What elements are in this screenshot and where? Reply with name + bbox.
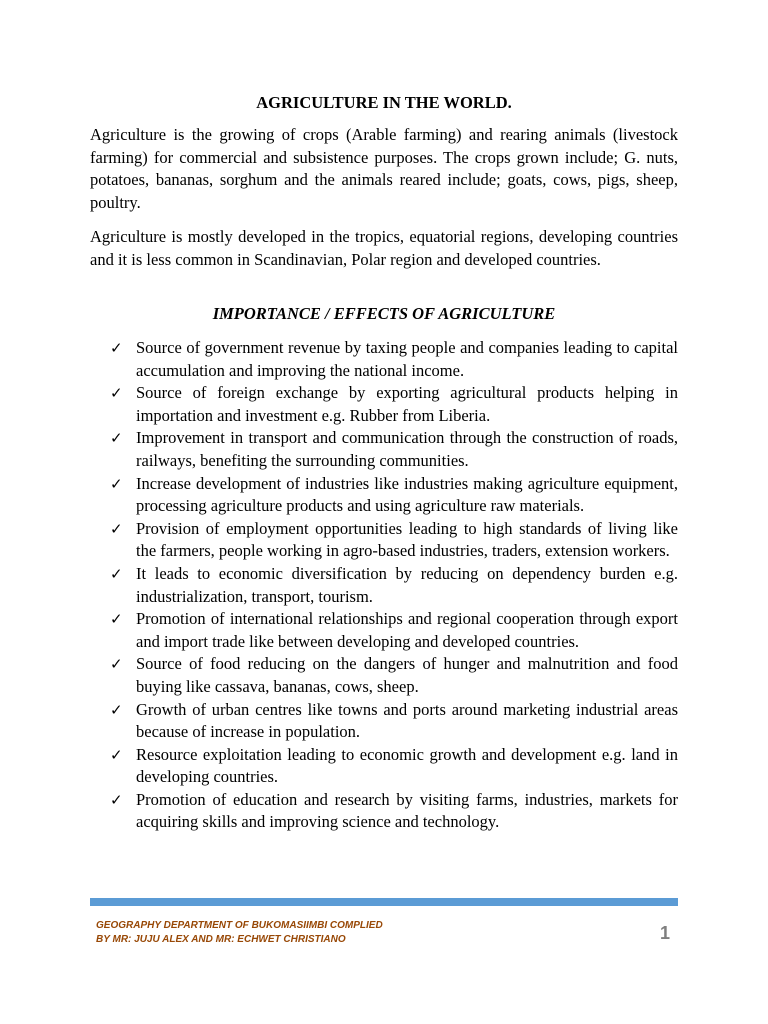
list-item [90,337,678,382]
list-item [90,427,678,472]
checkmark-icon: ✓ [110,610,123,629]
list-item-text: Resource exploitation leading to economic growth and development e.g. land in developing countries. [136,744,678,787]
list-item-text: Source of food reducing on the dangers of hunger and malnutrition and food buying like cassava, bananas, cows, sheep. [136,654,678,696]
list-item-text: Source of foreign exchange by exporting agricultural products helping in importation and investment e.g. Rubber from Liberia. [136,383,678,425]
checkmark-icon: ✓ [110,429,123,448]
importance-list [90,337,678,834]
list-item-text: Promotion of international relationships and regional cooperation through export and import trade like between developing and developed countries. [136,609,678,651]
checkmark-icon: ✓ [110,564,123,583]
list-item-text: Source of government revenue by taxing people and companies leading to capital accumulation and improving the national income. [136,338,678,380]
checkmark-icon: ✓ [110,474,123,493]
list-item [90,744,678,789]
list-item-text: Provision of employment opportunities leading to high standards of living like the farmers, people working in agro-based industries, traders, extension workers. [136,518,678,561]
page-number: 1 [659,923,670,943]
distribution-paragraph: Agriculture is mostly developed in the tropics, equatorial regions, developing countries and it is less common in Scandinavian, Polar region and developed countries. [90,227,678,269]
list-item-text: It leads to economic diversification by reducing on dependency burden e.g. industrialization, transport, tourism. [136,563,678,606]
list-item [90,699,678,744]
page-title: AGRICULTURE IN THE WORLD. [256,93,512,112]
list-item [90,563,678,608]
section-heading: IMPORTANCE / EFFECTS OF AGRICULTURE [212,304,556,323]
checkmark-icon: ✓ [110,519,123,538]
list-item-text: Increase development of industries like industries making agriculture equipment, processing agriculture products and using agriculture raw materials. [136,473,678,516]
list-item [90,653,678,698]
list-item-text: Improvement in transport and communication through the construction of roads, railways, benefiting the surrounding communities. [136,428,678,470]
list-item [90,518,678,563]
list-item [90,608,678,653]
checkmark-icon: ✓ [110,790,123,809]
footer-credits [96,919,383,947]
checkmark-icon: ✓ [110,339,123,357]
list-item [90,382,678,427]
checkmark-icon: ✓ [110,655,123,674]
list-item [90,789,678,834]
footer-line-authors: BY MR: JUJU ALEX AND MR: ECHWET CHRISTIANO [96,934,346,945]
checkmark-icon: ✓ [110,700,123,719]
list-item-text: Promotion of education and research by visiting farms, industries, markets for acquiring skills and improving science and technology. [136,789,678,832]
checkmark-icon: ✓ [110,745,123,764]
checkmark-icon: ✓ [110,384,123,403]
intro-paragraph: Agriculture is the growing of crops (Arable farming) and rearing animals (livestock farming) for commercial and subsistence purposes. The crops grown include; G. nuts, potatoes, bananas, sorghum and the animals reared include; goats, cows, pigs, sheep, poultry. [90,125,678,212]
footer-divider [90,898,678,906]
footer-line-department: GEOGRAPHY DEPARTMENT OF BUKOMASIIMBI COMPLIED [96,920,383,931]
list-item [90,473,678,518]
list-item-text: Growth of urban centres like towns and ports around marketing industrial areas because of increase in population. [136,699,678,742]
